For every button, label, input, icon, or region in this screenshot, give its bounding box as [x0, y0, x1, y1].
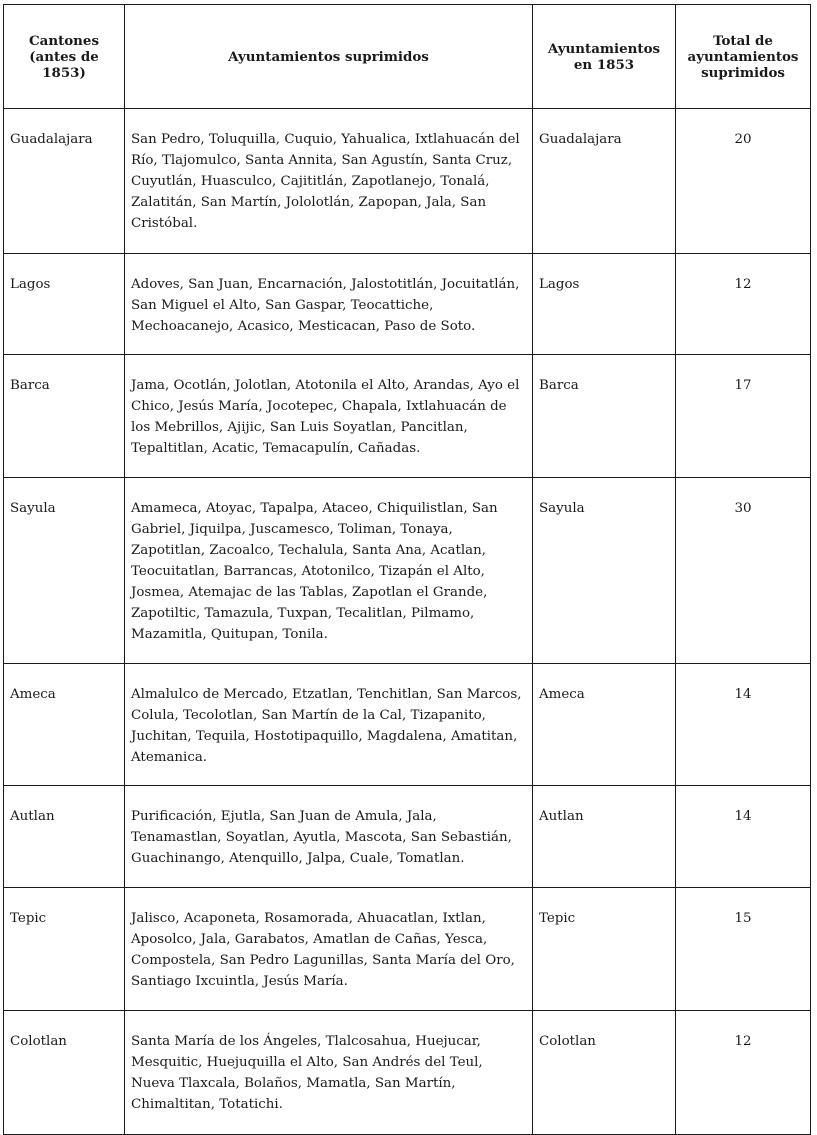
suprimidos-cell: Santa María de los Ángeles, Tlalcosahua, Huejucar, Mesquitic, Huejuquilla el Alto, San Andrés del Teul, Nueva Tlaxcala, Bolaños, Mamatla, San Martín, Chimaltitan, Totatichi. — [125, 1011, 533, 1135]
ayuntamiento-1853-cell: Colotlan — [533, 1011, 676, 1135]
total-cell: 30 — [676, 478, 811, 664]
ayuntamiento-1853-cell: Ameca — [533, 664, 676, 786]
canton-cell: Barca — [4, 355, 125, 478]
table-row — [4, 1011, 811, 1135]
table-row — [4, 888, 811, 1011]
table-header-row — [4, 5, 811, 109]
total-cell: 14 — [676, 786, 811, 888]
header-en-1853 — [533, 5, 676, 109]
header-cantones — [4, 5, 125, 109]
ayuntamiento-1853-cell: Guadalajara — [533, 109, 676, 254]
table-row — [4, 355, 811, 478]
header-en-1853-label: Ayuntamientos en 1853 — [547, 40, 661, 73]
total-cell: 15 — [676, 888, 811, 1011]
suprimidos-cell: Purificación, Ejutla, San Juan de Amula, Jala, Tenamastlan, Soyatlan, Ayutla, Mascota, San Sebastián, Guachinango, Atenquillo, Jalpa, Cuale, Tomatlan. — [125, 786, 533, 888]
table-row — [4, 254, 811, 355]
total-cell: 17 — [676, 355, 811, 478]
canton-cell: Tepic — [4, 888, 125, 1011]
table-row — [4, 786, 811, 888]
suprimidos-cell: San Pedro, Toluquilla, Cuquio, Yahualica, Ixtlahuacán del Río, Tlajomulco, Santa Annita, San Agustín, Santa Cruz, Cuyutlán, Huasculco, Cajititlán, Zapotlanejo, Tonalá, Zalatitán, San Martín, Jololotlán, Zapopan, Jala, San Cristóbal. — [125, 109, 533, 254]
header-suprimidos — [125, 5, 533, 109]
ayuntamiento-1853-cell: Sayula — [533, 478, 676, 664]
header-total — [676, 5, 811, 109]
table-row — [4, 478, 811, 664]
ayuntamientos-table — [3, 4, 811, 1135]
suprimidos-cell: Almalulco de Mercado, Etzatlan, Tenchitlan, San Marcos, Colula, Tecolotlan, San Martín de la Cal, Tizapanito, Juchitan, Tequila, Hostotipaquillo, Magdalena, Amatitan, Atemanica. — [125, 664, 533, 786]
ayuntamiento-1853-cell: Lagos — [533, 254, 676, 355]
suprimidos-cell: Adoves, San Juan, Encarnación, Jalostotitlán, Jocuitatlán, San Miguel el Alto, San Gaspar, Teocattiche, Mechoacanejo, Acasico, Mesticacan, Paso de Soto. — [125, 254, 533, 355]
canton-cell: Ameca — [4, 664, 125, 786]
suprimidos-cell: Amameca, Atoyac, Tapalpa, Ataceo, Chiquilistlan, San Gabriel, Jiquilpa, Juscamesco, Toliman, Tonaya, Zapotitlan, Zacoalco, Techalula, Santa Ana, Acatlan, Teocuitatlan, Barrancas, Atotonilco, Tizapán el Alto, Josmea, Atemajac de las Tablas, Zapotlan el Grande, Zapotiltic, Tamazula, Tuxpan, Tecalitlan, Pilmamo, Mazamitla, Quitupan, Tonila. — [125, 478, 533, 664]
canton-cell: Lagos — [4, 254, 125, 355]
canton-cell: Guadalajara — [4, 109, 125, 254]
canton-cell: Colotlan — [4, 1011, 125, 1135]
header-suprimidos-label: Ayuntamientos suprimidos — [228, 48, 429, 65]
total-cell: 12 — [676, 1011, 811, 1135]
total-cell: 14 — [676, 664, 811, 786]
ayuntamiento-1853-cell: Barca — [533, 355, 676, 478]
suprimidos-cell: Jama, Ocotlán, Jolotlan, Atotonila el Alto, Arandas, Ayo el Chico, Jesús María, Jocotepec, Chapala, Ixtlahuacán de los Mebrillos, Ajijic, San Luis Soyatlan, Pancitlan, Tepaltitlan, Acatic, Temacapulín, Cañadas. — [125, 355, 533, 478]
table-row — [4, 664, 811, 786]
canton-cell: Sayula — [4, 478, 125, 664]
table-row — [4, 109, 811, 254]
header-total-label: Total de ayuntamientos suprimidos — [687, 32, 799, 81]
suprimidos-cell: Jalisco, Acaponeta, Rosamorada, Ahuacatlan, Ixtlan, Aposolco, Jala, Garabatos, Amatlan de Cañas, Yesca, Compostela, San Pedro Lagunillas, Santa María del Oro, Santiago Ixcuintla, Jesús María. — [125, 888, 533, 1011]
header-cantones-label: Cantones (antes de 1853) — [29, 32, 99, 81]
total-cell: 12 — [676, 254, 811, 355]
ayuntamiento-1853-cell: Autlan — [533, 786, 676, 888]
total-cell: 20 — [676, 109, 811, 254]
canton-cell: Autlan — [4, 786, 125, 888]
ayuntamiento-1853-cell: Tepic — [533, 888, 676, 1011]
